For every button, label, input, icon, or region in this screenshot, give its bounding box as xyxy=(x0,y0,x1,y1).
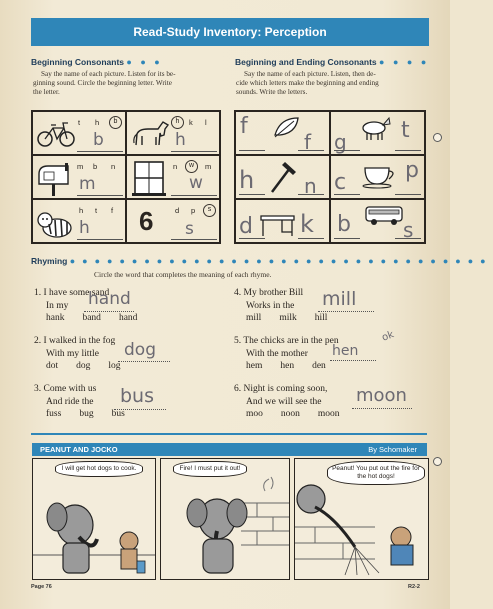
rhyme-item xyxy=(234,383,358,421)
letter-choice: d xyxy=(175,206,180,215)
answer-line xyxy=(77,239,123,240)
rhyme-line: With my little xyxy=(46,348,99,359)
letter-choice-circled[interactable]: h xyxy=(171,116,184,129)
answer-line xyxy=(239,150,265,151)
written-answer[interactable]: hen xyxy=(332,343,359,359)
written-beginning-letter[interactable]: g xyxy=(334,130,347,154)
word-option[interactable]: hank xyxy=(46,313,65,323)
answer-line xyxy=(84,311,134,312)
rhyme-line: Come with us xyxy=(43,384,97,394)
word-options xyxy=(234,312,345,325)
word-option[interactable]: mill xyxy=(246,313,262,323)
written-answer[interactable]: bus xyxy=(120,385,155,407)
written-ending-letter[interactable]: k xyxy=(300,210,314,238)
answer-line xyxy=(334,194,360,195)
comic-title: PEANUT AND JOCKO xyxy=(40,445,118,454)
word-option[interactable]: hand xyxy=(118,313,138,323)
letter-choice: h xyxy=(95,118,100,127)
picture-cell-goat xyxy=(330,111,425,155)
picture-cell-window xyxy=(126,155,220,199)
item-number: 5. xyxy=(234,336,242,346)
word-option[interactable]: band xyxy=(82,313,101,323)
word-option[interactable]: dot xyxy=(46,361,59,371)
written-answer[interactable]: moon xyxy=(356,385,407,406)
written-beginning-letter[interactable]: c xyxy=(334,170,347,195)
numeral-six: 6 xyxy=(139,206,154,236)
answer-line xyxy=(352,408,412,409)
answer-line xyxy=(118,361,170,362)
letter-choice-circled[interactable]: w xyxy=(185,160,198,173)
rhyme-line: And we will see the xyxy=(246,396,322,407)
answer-line xyxy=(77,151,123,152)
elephant-fire-illustration xyxy=(161,483,289,579)
elephant-monkey-illustration xyxy=(33,485,155,579)
rhyming-title: Rhyming xyxy=(31,256,68,266)
beginning-ending-grid xyxy=(234,110,426,244)
answer-line xyxy=(395,238,421,239)
answer-line xyxy=(171,151,217,152)
cup-icon xyxy=(361,162,401,190)
beginning-ending-instructions-line: sounds. Write the letters. xyxy=(236,88,308,96)
comic-panel-2 xyxy=(160,458,290,580)
rhyme-line: I walked in the fog xyxy=(43,336,116,346)
word-options xyxy=(234,360,344,373)
rhyme-line: My brother Bill xyxy=(243,288,304,298)
written-answer[interactable]: m xyxy=(79,174,96,194)
horse-icon xyxy=(130,117,172,153)
letter-choice: l xyxy=(205,118,207,127)
bicycle-icon xyxy=(36,118,76,148)
answer-line xyxy=(77,195,123,196)
beginning-ending-title: Beginning and Ending Consonants xyxy=(235,57,377,67)
letter-choice: m xyxy=(77,162,84,171)
item-number: 3. xyxy=(34,384,42,394)
rhyme-item xyxy=(234,335,344,373)
beginning-ending-instructions xyxy=(236,70,428,97)
picture-cell-horse xyxy=(126,111,220,155)
comic-title-bar xyxy=(32,443,427,456)
desk-icon xyxy=(258,208,298,238)
written-beginning-letter[interactable]: h xyxy=(239,166,255,194)
answer-line xyxy=(298,238,324,239)
rhyme-line: With the mother xyxy=(246,348,308,359)
item-number: 6. xyxy=(234,384,242,394)
bus-icon xyxy=(363,204,407,228)
rhyme-line: The chicks are in the pen xyxy=(243,336,339,346)
heading-dots: ● ● ● ● xyxy=(379,57,430,67)
written-answer[interactable]: s xyxy=(185,219,194,239)
page-number: Page 76 xyxy=(31,584,52,590)
letter-choice-circled[interactable]: s xyxy=(203,204,216,217)
rhyme-line: And ride the xyxy=(46,396,94,407)
letter-choice: n xyxy=(173,162,178,171)
answer-line xyxy=(298,194,324,195)
answer-line xyxy=(334,150,360,151)
written-answer[interactable]: b xyxy=(93,130,104,150)
word-option[interactable]: moo xyxy=(246,409,263,419)
answer-line xyxy=(330,360,376,361)
rhyme-item xyxy=(34,335,139,373)
goat-icon xyxy=(357,114,393,142)
letter-choice-circled[interactable]: b xyxy=(109,116,122,129)
written-answer[interactable]: w xyxy=(189,173,203,193)
beginning-instructions-line: Say the name of each picture. Listen for its be- xyxy=(41,70,176,78)
letter-choice: b xyxy=(93,162,98,171)
letter-choice: t xyxy=(78,118,81,127)
word-options xyxy=(234,408,358,421)
rhyming-heading xyxy=(31,256,493,266)
written-beginning-letter[interactable]: f xyxy=(240,114,248,139)
picture-cell-six xyxy=(126,199,220,243)
hammer-icon xyxy=(266,158,302,196)
item-number: 4. xyxy=(234,288,242,298)
written-beginning-letter[interactable]: b xyxy=(337,212,351,237)
answer-line xyxy=(114,409,166,410)
written-ending-letter[interactable]: t xyxy=(401,118,410,143)
written-answer[interactable]: hand xyxy=(88,289,131,309)
written-answer[interactable]: h xyxy=(175,130,186,150)
letter-choice: p xyxy=(191,206,196,215)
beginning-instructions-line: the letter. xyxy=(33,88,60,96)
letter-choice: t xyxy=(95,206,98,215)
word-option[interactable]: bus xyxy=(111,409,125,419)
comic-panel-3 xyxy=(294,458,429,580)
rhyme-line: In my xyxy=(46,300,69,311)
word-option[interactable]: log xyxy=(108,361,121,371)
rhyme-line: Night is coming soon, xyxy=(243,384,328,394)
elephant-spray-illustration xyxy=(295,487,428,579)
beginning-instructions xyxy=(33,70,223,97)
word-option[interactable]: milk xyxy=(279,313,297,323)
beginning-instructions-line: ginning sound. Circle the beginning letter. Write xyxy=(33,79,172,87)
word-option[interactable]: bug xyxy=(79,409,94,419)
item-number: 1. xyxy=(34,288,42,298)
speech-bubble: I will get hot dogs to cook. xyxy=(55,461,143,477)
picture-cell-hammer xyxy=(235,155,330,199)
speech-bubble: Fire! I must put it out! xyxy=(173,461,247,477)
written-ending-letter[interactable]: s xyxy=(403,218,414,242)
answer-line xyxy=(239,238,265,239)
comic-panel-1 xyxy=(32,458,156,580)
tiger-icon xyxy=(35,206,75,242)
written-ending-letter[interactable]: n xyxy=(304,174,317,198)
form-code: R2-2 xyxy=(408,584,420,590)
picture-cell-cup xyxy=(330,155,425,199)
beginning-ending-instructions-line: Say the name of each picture. Listen, then de- xyxy=(244,70,376,78)
answer-line xyxy=(318,311,374,312)
answer-line xyxy=(334,238,360,239)
mailbox-icon xyxy=(36,160,74,198)
rhyme-line: Works in the xyxy=(246,300,295,311)
picture-cell-mailbox xyxy=(32,155,126,199)
rhyme-line: I have some sand xyxy=(43,288,110,298)
beginning-consonants-title: Beginning Consonants xyxy=(31,57,125,67)
answer-line xyxy=(171,239,217,240)
letter-choice: h xyxy=(79,206,84,215)
letter-choice: f xyxy=(111,206,114,215)
picture-cell-tiger xyxy=(32,199,126,243)
section-divider xyxy=(31,433,427,435)
written-beginning-letter[interactable]: d xyxy=(239,214,253,239)
picture-cell-bus xyxy=(330,199,425,243)
word-option[interactable]: hill xyxy=(314,313,328,323)
beginning-ending-instructions-line: cide which letters make the beginning and ending xyxy=(236,79,379,87)
beginning-consonants-grid xyxy=(31,110,221,244)
written-ending-letter[interactable]: f xyxy=(304,130,312,154)
word-option[interactable]: fuss xyxy=(46,409,62,419)
item-number: 2. xyxy=(34,336,42,346)
heading-dots: ●●●●●●●●●●●●●●●●●●●●●●●●●●●●●●●●●● xyxy=(69,256,493,266)
answer-line xyxy=(395,150,421,151)
speech-bubble: Peanut! You put out the fire for the hot dogs! xyxy=(327,461,425,485)
written-ending-letter[interactable]: p xyxy=(405,158,419,183)
heading-dots: ● ● ● xyxy=(126,57,163,67)
beginning-ending-heading xyxy=(235,57,429,67)
letter-choice: n xyxy=(111,162,116,171)
rhyming-instructions: Circle the word that completes the meaning of each rhyme. xyxy=(94,270,272,279)
page-title: Read-Study Inventory: Perception xyxy=(31,18,429,46)
written-answer[interactable]: mill xyxy=(322,288,357,310)
leaf-icon xyxy=(272,115,302,139)
picture-cell-desk xyxy=(235,199,330,243)
comic-byline: By Schomaker xyxy=(368,445,417,454)
word-option[interactable]: noon xyxy=(280,409,300,419)
written-answer[interactable]: dog xyxy=(124,340,156,360)
written-answer[interactable]: h xyxy=(79,218,90,238)
binder-hole xyxy=(433,457,442,466)
word-option[interactable]: dog xyxy=(76,361,91,371)
letter-choice: m xyxy=(205,162,212,171)
answer-line xyxy=(395,194,421,195)
answer-line xyxy=(171,195,217,196)
word-option[interactable]: moon xyxy=(317,409,340,419)
word-option[interactable]: hem xyxy=(246,361,263,371)
picture-cell-bicycle xyxy=(32,111,126,155)
word-option[interactable]: den xyxy=(312,361,326,371)
word-options xyxy=(34,312,155,325)
beginning-consonants-heading xyxy=(31,57,163,67)
answer-line xyxy=(239,194,265,195)
binder-hole xyxy=(433,133,442,142)
letter-choice: k xyxy=(189,118,193,127)
picture-cell-leaf xyxy=(235,111,330,155)
teacher-check-mark: ok xyxy=(380,329,396,344)
answer-line xyxy=(298,150,324,151)
window-icon xyxy=(131,160,167,198)
word-option[interactable]: hen xyxy=(280,361,295,371)
